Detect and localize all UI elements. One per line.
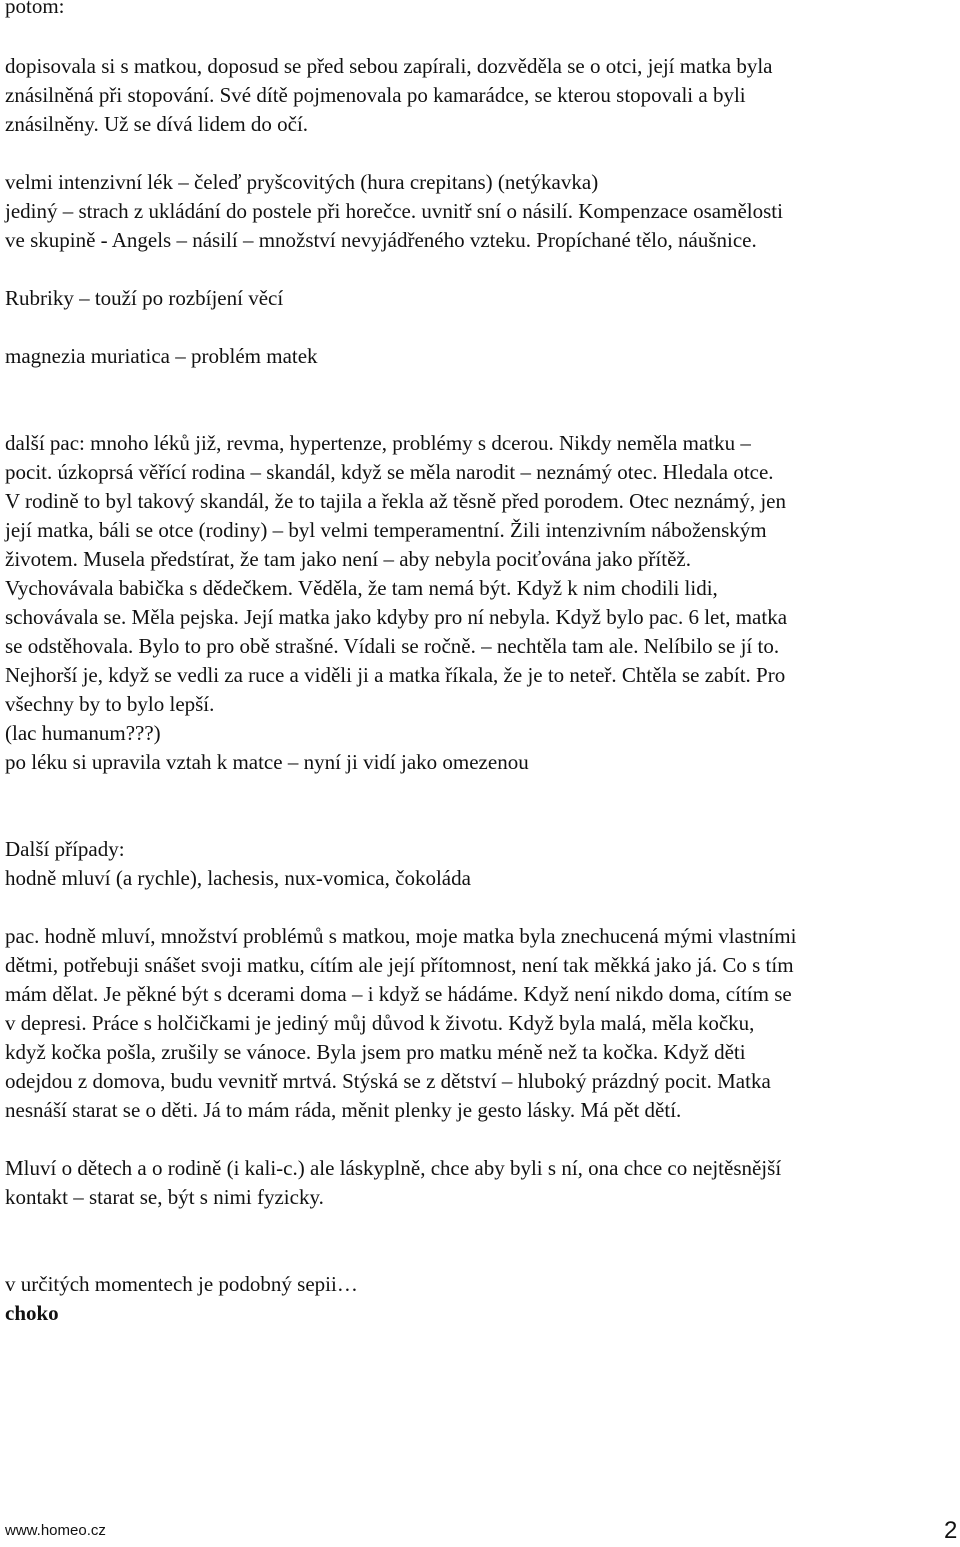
text-line: hodně mluví (a rychle), lachesis, nux-vomica, čokoláda <box>5 866 471 890</box>
text-line-choko: choko <box>5 1301 59 1325</box>
text-line: když kočka pošla, zrušily se vánoce. Byla jsem pro matku méně než ta kočka. Když děti <box>5 1040 746 1064</box>
page-number: 2 <box>944 1517 958 1544</box>
text-line: v určitých momentech je podobný sepii… <box>5 1272 358 1296</box>
text-line: po léku si upravila vztah k matce – nyní ji vidí jako omezenou <box>5 750 529 774</box>
text-line: pac. hodně mluví, množství problémů s matkou, moje matka byla znechucená mými vlastními <box>5 924 797 948</box>
text-line: znásilněná při stopování. Své dítě pojmenovala po kamarádce, se kterou stopovali a byli <box>5 83 746 107</box>
footer-url: www.homeo.cz <box>5 1522 106 1539</box>
text-line: V rodině to byl takový skandál, že to tajila a řekla až těsně před porodem. Otec neznámý, jen <box>5 489 786 513</box>
text-line: mám dělat. Je pěkné být s dcerami doma – i když se hádáme. Když není nikdo doma, cítím se <box>5 982 792 1006</box>
text-line-potom: potom: <box>5 0 65 18</box>
text-line: ve skupině - Angels – násilí – množství nevyjádřeného vzteku. Propíchané tělo, náušnice. <box>5 228 757 252</box>
text-line: se odstěhovala. Bylo to pro obě strašné. Vídali se ročně. – nechtěla tam ale. Nelíbilo se jí to. <box>5 634 780 658</box>
text-line: další pac: mnoho léků již, revma, hypertenze, problémy s dcerou. Nikdy neměla matku – <box>5 431 751 455</box>
text-line: schovávala se. Měla pejska. Její matka jako kdyby pro ní nebyla. Když bylo pac. 6 let, matka <box>5 605 788 629</box>
text-line: životem. Musela předstírat, že tam jako není – aby nebyla pociťována jako přítěž. <box>5 547 691 571</box>
text-line: odejdou z domova, budu vevnitř mrtvá. Stýská se z dětství – hluboký prázdný pocit. Matka <box>5 1069 771 1093</box>
text-line: všechny by to bylo lepší. <box>5 692 215 716</box>
text-line: znásilněny. Už se dívá lidem do očí. <box>5 112 309 136</box>
text-line-magnezia: magnezia muriatica – problém matek <box>5 344 318 368</box>
text-line: Mluví o dětech a o rodině (i kali-c.) ale láskyplně, chce aby byli s ní, ona chce co nejtěsnější <box>5 1156 782 1180</box>
text-line-rubriky: Rubriky – touží po rozbíjení věcí <box>5 286 284 310</box>
text-line: (lac humanum???) <box>5 721 161 745</box>
text-line: jediný – strach z ukládání do postele při horečce. uvnitř sní o násilí. Kompenzace osamělosti <box>5 199 783 223</box>
text-line: velmi intenzivní lék – čeleď pryšcovitých (hura crepitans) (netýkavka) <box>5 170 599 194</box>
text-line: dopisovala si s matkou, doposud se před sebou zapírali, dozvěděla se o otci, její matka byla <box>5 54 773 78</box>
text-line: nesnáší starat se o děti. Já to mám ráda, měnit plenky je gesto lásky. Má pět dětí. <box>5 1098 682 1122</box>
text-line: Vychovávala babička s dědečkem. Věděla, že tam nemá být. Když k nim chodili lidi, <box>5 576 718 600</box>
text-line: pocit. úzkoprsá věřící rodina – skandál, když se měla narodit – neznámý otec. Hledala otce. <box>5 460 774 484</box>
section-heading-dalsi-pripady: Další případy: <box>5 837 125 861</box>
text-line: v depresi. Práce s holčičkami je jediný můj důvod k životu. Když byla malá, měla kočku, <box>5 1011 755 1035</box>
text-line: kontakt – starat se, být s nimi fyzicky. <box>5 1185 324 1209</box>
text-line: Nejhorší je, když se vedli za ruce a viděli ji a matka říkala, že je to neteř. Chtěla se zabít. Pro <box>5 663 786 687</box>
text-line: její matka, báli se otce (rodiny) – byl velmi temperamentní. Žili intenzivním náboženským <box>5 518 767 542</box>
text-line: dětmi, potřebuji snášet svoji matku, cítím ale její přítomnost, není tak měkká jako já. Co s tím <box>5 953 794 977</box>
